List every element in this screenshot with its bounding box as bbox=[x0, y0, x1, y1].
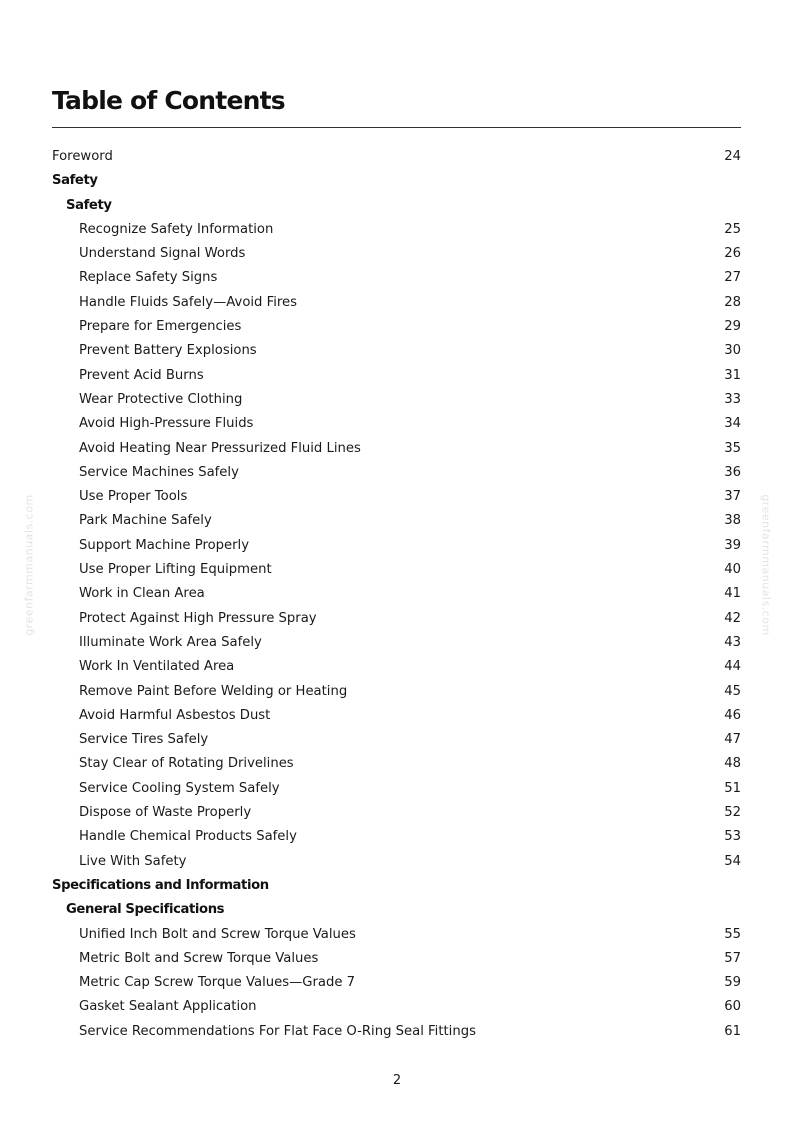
toc-entry[interactable] bbox=[52, 582, 741, 606]
toc-entry-page-number: 39 bbox=[724, 537, 741, 553]
toc-entry[interactable] bbox=[52, 728, 741, 752]
toc-entry-page-number: 37 bbox=[724, 489, 741, 505]
toc-entry-label: Support Machine Properly bbox=[79, 537, 250, 553]
toc-entry-page-number: 45 bbox=[724, 683, 741, 699]
toc-entry-label: Handle Chemical Products Safely bbox=[79, 829, 297, 845]
toc-entry[interactable] bbox=[52, 145, 741, 169]
toc-entry[interactable] bbox=[52, 1020, 741, 1044]
toc-entry-label: Avoid Heating Near Pressurized Fluid Lines bbox=[79, 440, 361, 456]
toc-section-heading bbox=[52, 898, 741, 922]
toc-entry[interactable] bbox=[52, 291, 741, 315]
toc-entry-label: Use Proper Tools bbox=[79, 489, 188, 505]
toc-entry[interactable] bbox=[52, 558, 741, 582]
toc-entry-page-number: 44 bbox=[724, 659, 741, 675]
toc-entry-label: Live With Safety bbox=[79, 853, 187, 869]
toc-entry-label: Specifications and Information bbox=[52, 877, 269, 893]
toc-entry-page-number: 57 bbox=[724, 950, 741, 966]
toc-entry-label: Remove Paint Before Welding or Heating bbox=[79, 683, 348, 699]
toc-entry-label: Park Machine Safely bbox=[79, 513, 212, 529]
toc-entry-label: Avoid High-Pressure Fluids bbox=[79, 416, 254, 432]
table-of-contents bbox=[52, 145, 741, 1044]
toc-entry-label: Prepare for Emergencies bbox=[79, 319, 242, 335]
toc-entry-page-number: 47 bbox=[724, 732, 741, 748]
toc-entry-page-number: 60 bbox=[724, 999, 741, 1015]
watermark-right: greenfarmmanuals.com bbox=[759, 494, 773, 636]
toc-entry-page-number: 35 bbox=[724, 440, 741, 456]
toc-entry[interactable] bbox=[52, 509, 741, 533]
toc-entry-page-number: 51 bbox=[724, 780, 741, 796]
toc-entry-page-number: 38 bbox=[724, 513, 741, 529]
page-title: Table of Contents bbox=[52, 86, 285, 115]
toc-entry[interactable] bbox=[52, 825, 741, 849]
toc-section-heading bbox=[52, 874, 741, 898]
toc-entry[interactable] bbox=[52, 242, 741, 266]
page-number: 2 bbox=[392, 1073, 402, 1088]
toc-section-heading bbox=[52, 194, 741, 218]
toc-entry[interactable] bbox=[52, 995, 741, 1019]
toc-entry[interactable] bbox=[52, 461, 741, 485]
toc-entry-page-number: 34 bbox=[724, 416, 741, 432]
toc-entry-label: Replace Safety Signs bbox=[79, 270, 218, 286]
toc-entry-page-number: 52 bbox=[724, 805, 741, 821]
toc-entry-page-number: 27 bbox=[724, 270, 741, 286]
toc-entry[interactable] bbox=[52, 777, 741, 801]
toc-entry-label: Service Cooling System Safely bbox=[79, 780, 280, 796]
toc-entry-page-number: 43 bbox=[724, 634, 741, 650]
toc-entry-label: Wear Protective Clothing bbox=[79, 391, 243, 407]
toc-entry-label: Metric Cap Screw Torque Values—Grade 7 bbox=[79, 975, 356, 991]
toc-entry[interactable] bbox=[52, 266, 741, 290]
toc-entry-label: Recognize Safety Information bbox=[79, 221, 274, 237]
toc-entry[interactable] bbox=[52, 655, 741, 679]
toc-entry-page-number: 30 bbox=[724, 343, 741, 359]
toc-entry[interactable] bbox=[52, 752, 741, 776]
toc-entry-label: Work In Ventilated Area bbox=[79, 659, 235, 675]
toc-entry[interactable] bbox=[52, 364, 741, 388]
toc-entry-page-number: 33 bbox=[724, 391, 741, 407]
toc-entry-label: Safety bbox=[66, 197, 112, 213]
toc-entry-page-number: 26 bbox=[724, 246, 741, 262]
toc-entry-label: Unified Inch Bolt and Screw Torque Values bbox=[79, 926, 356, 942]
toc-entry[interactable] bbox=[52, 412, 741, 436]
toc-entry-label: Service Tires Safely bbox=[79, 732, 209, 748]
toc-entry-label: Dispose of Waste Properly bbox=[79, 805, 252, 821]
toc-entry-page-number: 53 bbox=[724, 829, 741, 845]
toc-entry[interactable] bbox=[52, 850, 741, 874]
toc-entry-label: Protect Against High Pressure Spray bbox=[79, 610, 317, 626]
toc-entry-label: Understand Signal Words bbox=[79, 246, 246, 262]
title-divider bbox=[52, 127, 741, 128]
toc-entry-label: General Specifications bbox=[66, 902, 225, 918]
toc-entry[interactable] bbox=[52, 485, 741, 509]
toc-entry[interactable] bbox=[52, 947, 741, 971]
toc-entry-page-number: 59 bbox=[724, 975, 741, 991]
toc-entry-page-number: 40 bbox=[724, 562, 741, 578]
toc-entry-label: Metric Bolt and Screw Torque Values bbox=[79, 950, 319, 966]
toc-entry[interactable] bbox=[52, 388, 741, 412]
toc-entry[interactable] bbox=[52, 315, 741, 339]
toc-entry[interactable] bbox=[52, 704, 741, 728]
toc-entry-label: Stay Clear of Rotating Drivelines bbox=[79, 756, 294, 772]
toc-entry[interactable] bbox=[52, 923, 741, 947]
toc-entry-label: Use Proper Lifting Equipment bbox=[79, 562, 272, 578]
toc-entry-page-number: 48 bbox=[724, 756, 741, 772]
toc-entry-label: Gasket Sealant Application bbox=[79, 999, 257, 1015]
toc-entry[interactable] bbox=[52, 339, 741, 363]
toc-entry-label: Work in Clean Area bbox=[79, 586, 205, 602]
toc-entry-label: Foreword bbox=[52, 149, 113, 164]
toc-entry-page-number: 31 bbox=[724, 367, 741, 383]
toc-entry-label: Handle Fluids Safely—Avoid Fires bbox=[79, 294, 298, 310]
toc-entry[interactable] bbox=[52, 437, 741, 461]
toc-entry[interactable] bbox=[52, 607, 741, 631]
toc-entry-label: Safety bbox=[52, 173, 98, 189]
toc-section-heading bbox=[52, 169, 741, 193]
toc-entry-page-number: 36 bbox=[724, 464, 741, 480]
toc-entry-page-number: 29 bbox=[724, 319, 741, 335]
toc-entry-page-number: 25 bbox=[724, 221, 741, 237]
toc-entry-label: Service Machines Safely bbox=[79, 464, 239, 480]
toc-entry-page-number: 42 bbox=[724, 610, 741, 626]
toc-entry-page-number: 24 bbox=[724, 149, 741, 164]
toc-entry-label: Illuminate Work Area Safely bbox=[79, 634, 262, 650]
toc-entry-page-number: 61 bbox=[724, 1023, 741, 1039]
toc-entry-page-number: 55 bbox=[724, 926, 741, 942]
toc-entry[interactable] bbox=[52, 971, 741, 995]
toc-entry-label: Avoid Harmful Asbestos Dust bbox=[79, 707, 271, 723]
watermark-left: greenfarmmanuals.com bbox=[22, 494, 36, 636]
toc-entry[interactable] bbox=[52, 534, 741, 558]
toc-entry-page-number: 46 bbox=[724, 707, 741, 723]
toc-entry[interactable] bbox=[52, 218, 741, 242]
toc-entry-label: Service Recommendations For Flat Face O-Ring Seal Fittings bbox=[79, 1023, 476, 1039]
toc-entry-page-number: 54 bbox=[724, 853, 741, 869]
toc-entry-label: Prevent Battery Explosions bbox=[79, 343, 257, 359]
toc-entry[interactable] bbox=[52, 680, 741, 704]
toc-entry[interactable] bbox=[52, 631, 741, 655]
toc-entry-page-number: 28 bbox=[724, 294, 741, 310]
toc-entry-page-number: 41 bbox=[724, 586, 741, 602]
toc-entry-label: Prevent Acid Burns bbox=[79, 367, 204, 383]
toc-entry[interactable] bbox=[52, 801, 741, 825]
